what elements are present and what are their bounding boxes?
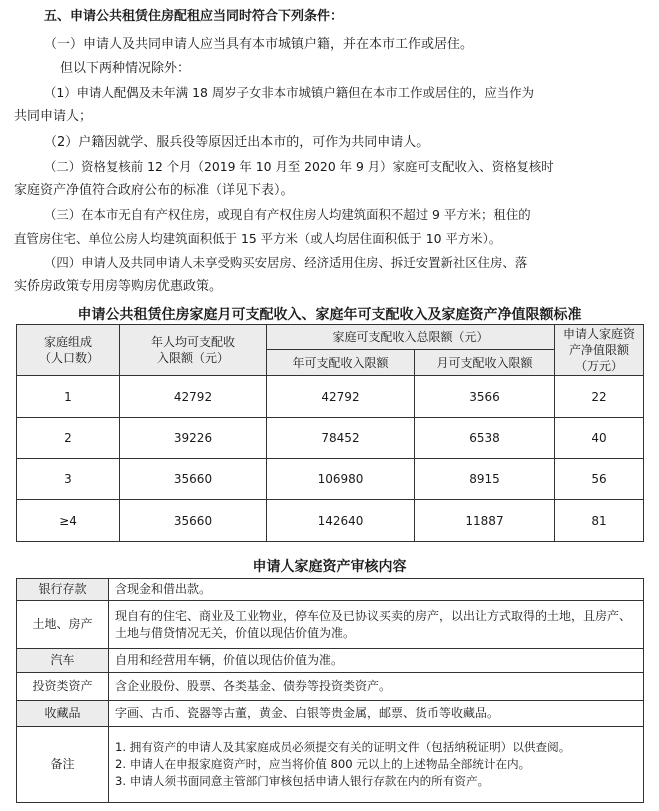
cell-per-capita: 39226: [120, 418, 267, 459]
table-row: [17, 376, 644, 418]
table-row: [17, 649, 644, 673]
note-item: 3. 申请人须书面同意主管部门审核包括申请人银行存款在内的所有资产。: [115, 774, 490, 788]
asset-table-title: 申请人家庭资产审核内容: [252, 559, 407, 575]
paragraph-line: （二）资格复核前 12 个月（2019 年 10 月至 2020 年 9 月）家庭可支配收入、资格复核时: [44, 159, 554, 174]
header-annual-income: 年可支配收入限额: [267, 350, 415, 376]
paragraph-line: （1）申请人配偶及未年满 18 周岁子女非本市城镇户籍但在本市工作或居住的，应当作为: [44, 85, 534, 100]
cell-annual: 142640: [267, 500, 415, 542]
note-item: 2. 申请人在申报家庭资产时，应当将价值 800 元以上的上述物品全部统计在内。: [115, 757, 531, 771]
row-label: 收藏品: [17, 701, 109, 727]
paragraph-line: 但以下两种情况除外：: [60, 61, 191, 76]
row-content: 字画、古币、瓷器等古董，黄金、白银等贵金属，邮票、货币等收藏品。: [109, 701, 644, 727]
cell-per-capita: 42792: [120, 376, 267, 418]
cell-monthly: 11887: [415, 500, 555, 542]
note-item: 1. 拥有资产的申请人及其家庭成员必须提交有关的证明文件（包括纳税证明）以供查阅。: [115, 740, 571, 754]
cell-assets: 81: [555, 500, 644, 542]
header-household-total: 家庭可支配收入总限额（元）: [267, 325, 555, 350]
row-content: 含现金和借出款。: [109, 579, 644, 601]
cell-assets: 56: [555, 459, 644, 500]
table-row: [17, 673, 644, 701]
notes-cell: [109, 727, 644, 803]
cell-monthly: 6538: [415, 418, 555, 459]
paragraph-line: （一）申请人及共同申请人应当具有本市城镇户籍，并在本市工作或居住。: [44, 37, 474, 52]
row-content: 自用和经营用车辆，价值以现估价值为准。: [109, 649, 644, 673]
asset-review-table: [16, 578, 644, 803]
cell-monthly: 8915: [415, 459, 555, 500]
header-monthly-income: 月可支配收入限额: [415, 350, 555, 376]
paragraph-line: 直管房住宅、单位公房人均建筑面积低于 15 平方米（或人均居住面积低于 10 平方米）。: [14, 231, 502, 246]
table-row: [17, 601, 644, 649]
row-content: 现自有的住宅、商业及工业物业，停车位及已协议买卖的房产，以出让方式取得的土地，且房产、土地与借贷情况无关，价值以现估价值为准。: [109, 601, 644, 649]
cell-family-size: 2: [17, 418, 120, 459]
cell-monthly: 3566: [415, 376, 555, 418]
paragraph-line: 家庭资产净值符合政府公布的标准（详见下表）。: [14, 183, 294, 198]
income-limit-table: [16, 324, 644, 542]
header-family-size: 家庭组成（人口数）: [17, 325, 120, 376]
row-label: 备注: [17, 727, 109, 803]
cell-annual: 78452: [267, 418, 415, 459]
row-label: 汽车: [17, 649, 109, 673]
table-row: [17, 500, 644, 542]
header-asset-limit: 申请人家庭资产净值限额（万元）: [555, 325, 644, 376]
paragraph-line: （四）申请人及共同申请人未享受购买安居房、经济适用住房、拆迁安置新社区住房、落: [44, 255, 528, 270]
row-label: 银行存款: [17, 579, 109, 601]
cell-per-capita: 35660: [120, 500, 267, 542]
header-per-capita: 年人均可支配收入限额（元）: [120, 325, 267, 376]
paragraph-line: 实侨房政策专用房等购房优惠政策。: [14, 279, 223, 294]
cell-family-size: ≥4: [17, 500, 120, 542]
paragraph-line: 共同申请人；: [14, 109, 93, 124]
row-label: 土地、房产: [17, 601, 109, 649]
paragraph-line: （2）户籍因就学、服兵役等原因迁出本市的，可作为共同申请人。: [44, 135, 430, 150]
table-row: [17, 579, 644, 601]
cell-family-size: 3: [17, 459, 120, 500]
row-label: 投资类资产: [17, 673, 109, 701]
paragraph-line: （三）在本市无自有产权住房，或现自有产权住房人均建筑面积不超过 9 平方米；租住的: [44, 207, 531, 222]
cell-assets: 40: [555, 418, 644, 459]
income-table-title: 申请公共租赁住房家庭月可支配收入、家庭年可支配收入及家庭资产净值限额标准: [77, 307, 582, 323]
cell-annual: 42792: [267, 376, 415, 418]
cell-assets: 22: [555, 376, 644, 418]
row-content: 含企业股份、股票、各类基金、债券等投资类资产。: [109, 673, 644, 701]
section-heading: 五、申请公共租赁住房配租应当同时符合下列条件：: [44, 9, 344, 24]
table-row: [17, 727, 644, 803]
table-row: [17, 418, 644, 459]
table-row: [17, 701, 644, 727]
cell-annual: 106980: [267, 459, 415, 500]
cell-per-capita: 35660: [120, 459, 267, 500]
table-row: [17, 459, 644, 500]
cell-family-size: 1: [17, 376, 120, 418]
